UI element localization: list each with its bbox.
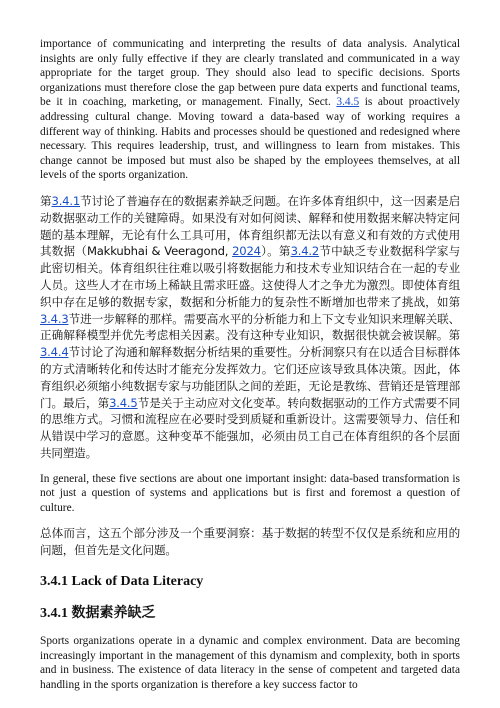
paragraph-chinese-summary — [40, 193, 460, 462]
text-run: 节进一步解释的那样。需要高水平的分析能力和上下文专业知识来理解关联、正确解释模型并优先考虑相关因素。没有这种专业知识，数据很快就会被误解。第 — [40, 311, 460, 343]
section-link-3-4-5[interactable]: 3.4.5 — [336, 96, 360, 109]
text-run: importance of communicating and interpreting the results of data analysis. Analytical insights are only fully effective if they are clearly translated and communicated in a way appropriate for the target group. They should also lead to specific decisions. Sports organizations must therefore close the gap between pure data experts and functional teams, be it in coaching, marketing, or management. Finally, Sect. — [40, 38, 460, 109]
text-run: 节讨论了沟通和解释数据分析结果的重要性。分析洞察只有在以适合目标群体的方式清晰转化和传达时才能充分发挥效力。它们还应该导致具体决策。因此，体育组织必须缩小纯数据专家与功能团队之间的差距，无论是教练、营销还是管理部门。最后，第 — [40, 345, 460, 410]
text-run: ）。第 — [260, 244, 291, 259]
section-link-3-4-5[interactable]: 3.4.5 — [109, 395, 138, 410]
text-run: is about proactively addressing cultural change. Moving toward a data-based way of working requires a different way of thinking. Habits and processes should be questioned and redesigned where necessary. This requires leadership, trust, and willingness to learn from mistakes. This change cannot be imposed but must also be shaped by the employees themselves, at all levels of the sports organization. — [40, 96, 460, 182]
text-run: 节中缺乏专业数据科学家与此密切相关。体育组织往往难以吸引将数据能力和技术专业知识结合在一起的专业人员。这些人才在市场上稀缺且需求旺盛。这使得人才之争尤为激烈。即使体育组织中存在足够的数据专家，数据和分析能力的复杂性不断增加也带来了挑战，如第 — [40, 244, 460, 309]
paragraph-intro-continuation — [40, 37, 460, 183]
page-content — [40, 37, 460, 692]
citation-link-2024[interactable]: 2024 — [232, 244, 261, 259]
section-heading-chinese: 3.4.1 数据素养缺乏 — [40, 606, 156, 622]
text-run: 第 — [40, 193, 52, 208]
section-link-3-4-1[interactable]: 3.4.1 — [51, 193, 81, 208]
paragraph-general-insight-chinese: 总体而言，这五个部分涉及一个重要洞察：基于数据的转型不仅仅是系统和应用的问题，但首先是文化问题。 — [40, 526, 460, 558]
text-run: 节是关于主动应对文化变革。转向数据驱动的工作方式需要不同的思维方式。习惯和流程应在必要时受到质疑和重新设计。这需要领导力、信任和从错误中学习的意愿。这种变革不能强加，必须由员工自己在体育组织的各个层面共同塑造。 — [40, 395, 460, 460]
section-heading: 3.4.1 Lack of Data Literacy — [40, 574, 204, 590]
paragraph-general-insight: In general, these five sections are about one important insight: data-based transformation is not just a question of systems and applications but is first and foremost a question of culture. — [40, 472, 460, 514]
section-link-3-4-2[interactable]: 3.4.2 — [290, 244, 320, 259]
text-run: 节讨论了普遍存在的数据素养缺乏问题。在许多体育组织中，这一因素是启动数据驱动工作的关键障碍。如果没有对如何阅读、解释和使用数据来解决特定问题的基本理解，无论有什么工具可用，体育组织都无法以有意义和有效的方式使用其数据（Makkubhai & Veeragond, — [40, 193, 460, 259]
section-link-3-4-4[interactable]: 3.4.4 — [40, 345, 69, 360]
section-link-3-4-3[interactable]: 3.4.3 — [40, 311, 69, 326]
paragraph-section-body: Sports organizations operate in a dynamic and complex environment. Data are becoming increasingly important in the management of this dynamism and complexity, both in sports and in business. The existence of data literacy in the sense of competent and targeted data handling in the sports organization is therefore a key success factor to — [40, 635, 460, 691]
